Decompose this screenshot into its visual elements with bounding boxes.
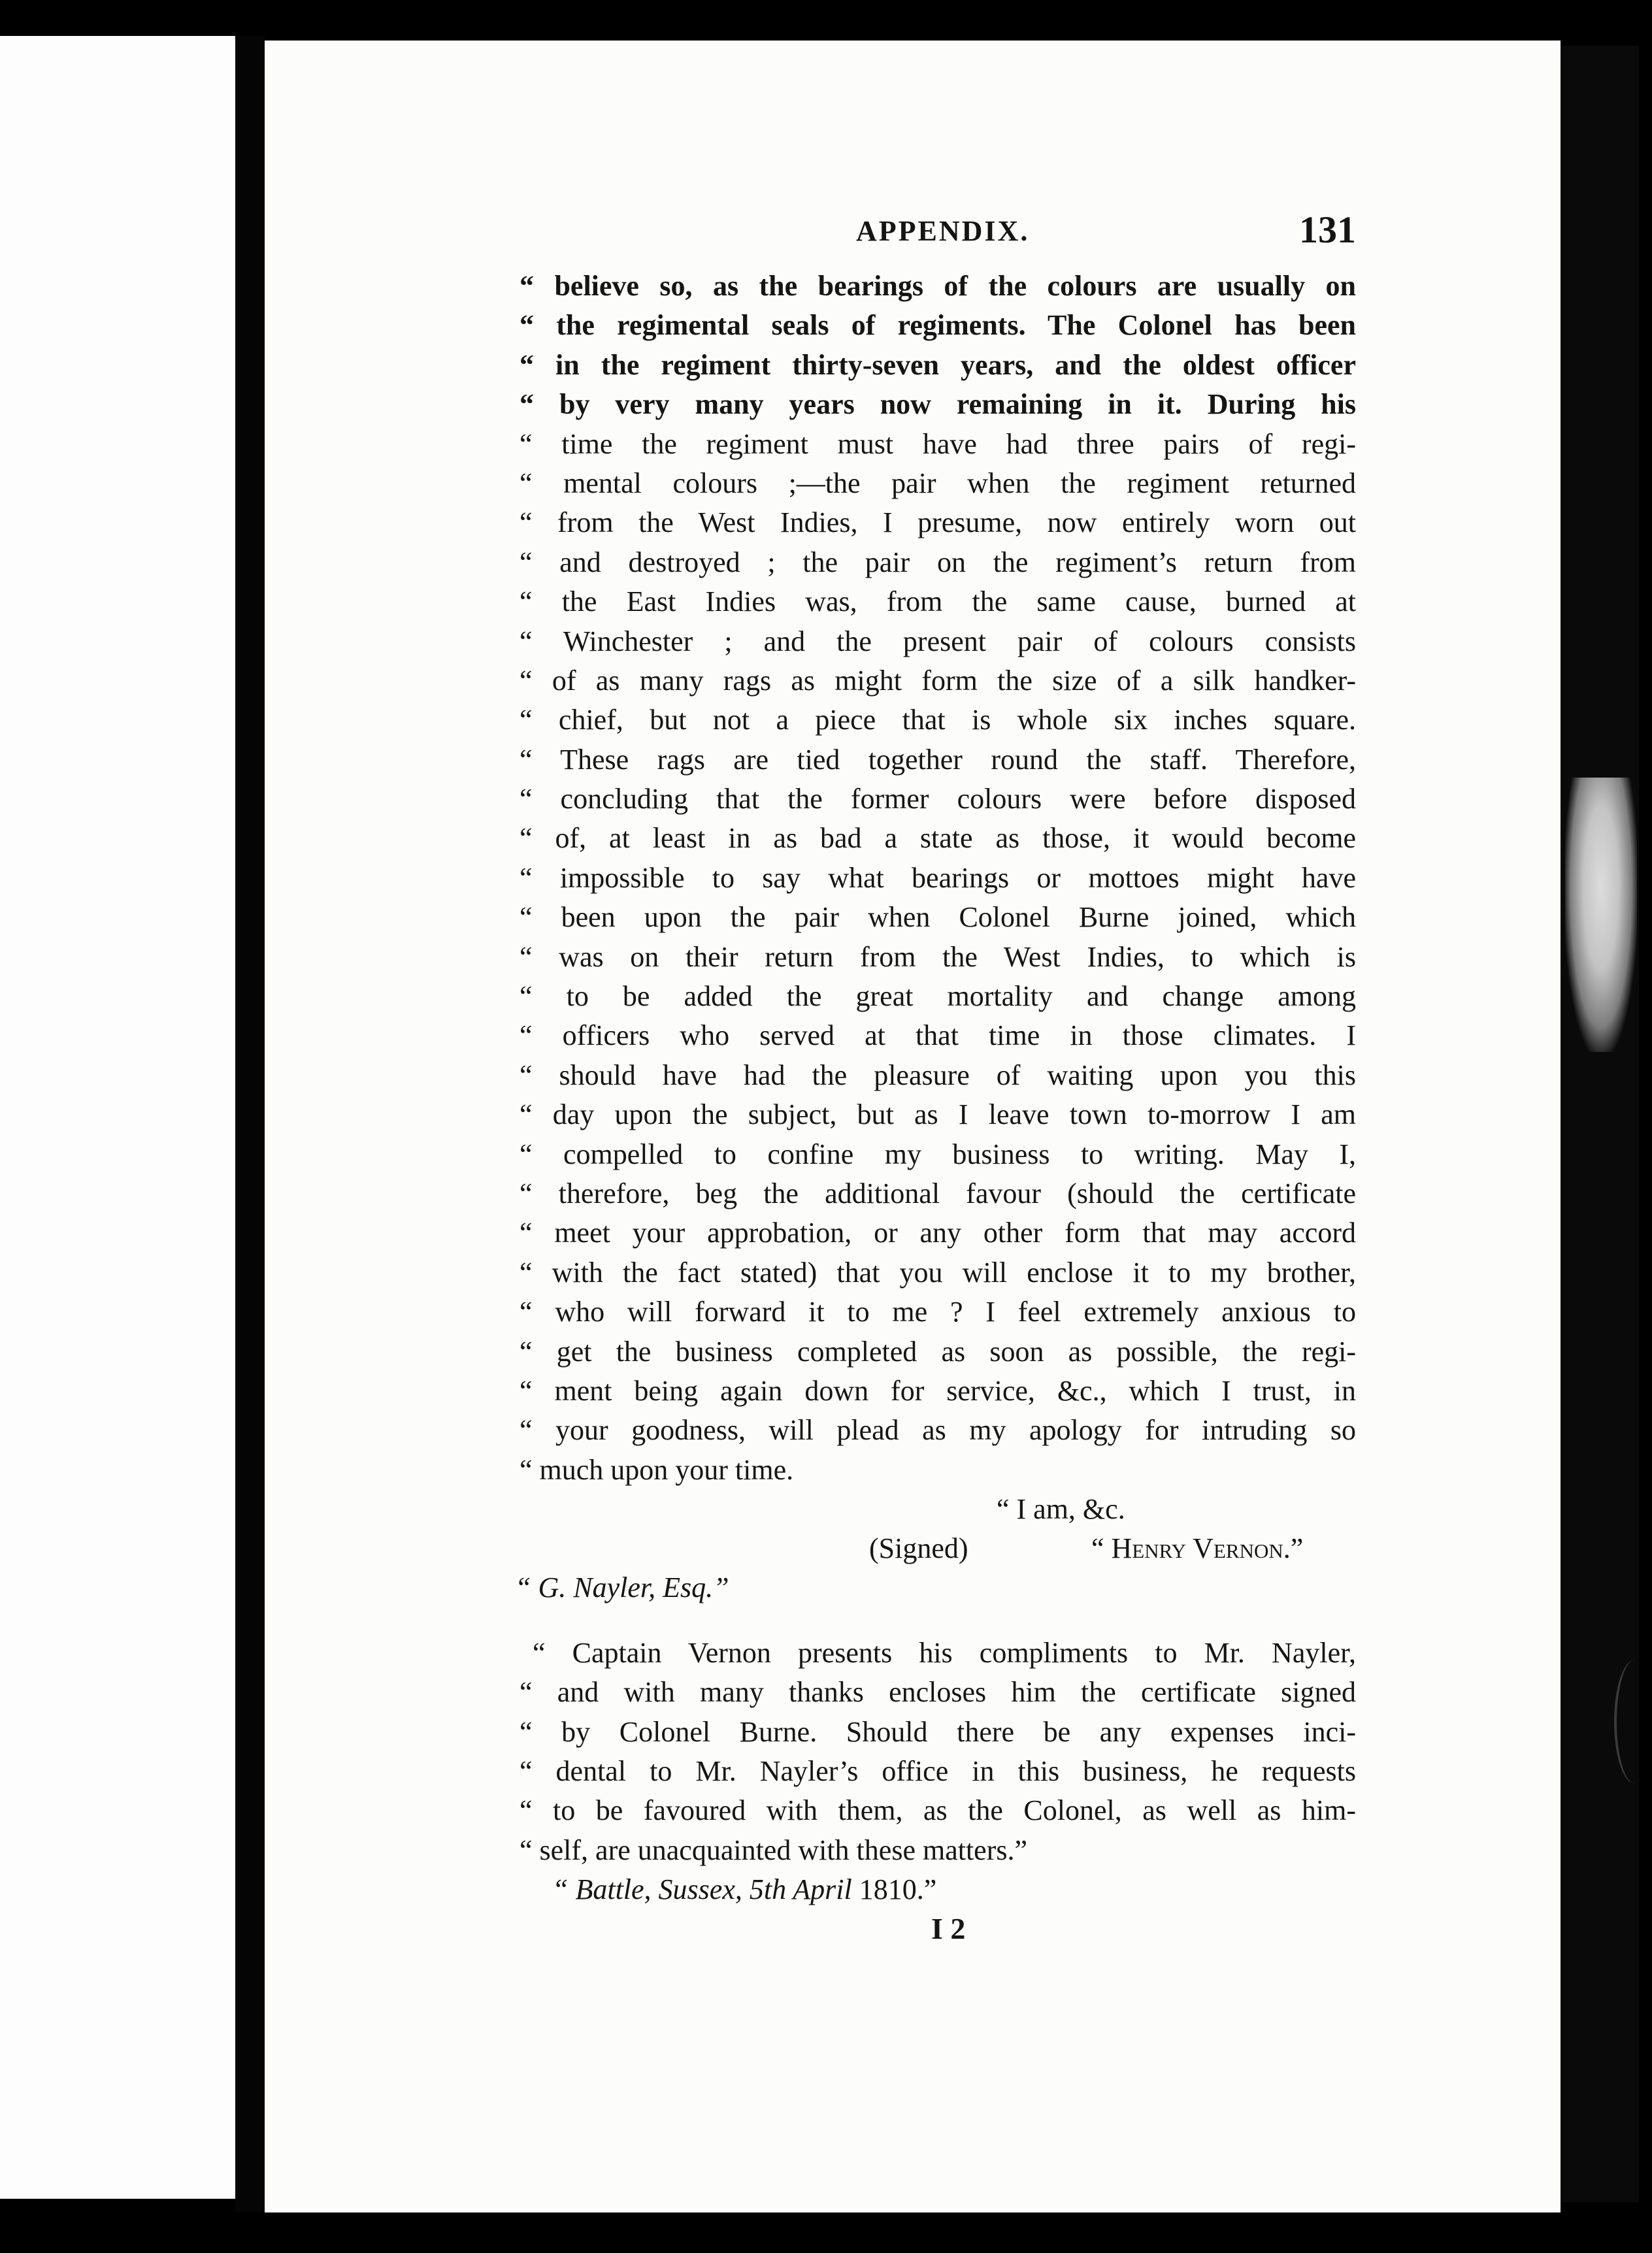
note-line: “ by Colonel Burne. Should there be any expenses inci- (520, 1715, 1356, 1748)
left-blank-page (0, 36, 235, 2199)
letter-line: “ chief, but not a piece that is whole six inches square. (520, 704, 1356, 736)
note-body (520, 1634, 1356, 1949)
note-line: “ and with many thanks encloses him the certificate signed (520, 1676, 1356, 1709)
letter-line: “ time the regiment must have had three pairs of regi- (520, 427, 1356, 460)
letter-line: “ therefore, beg the additional favour (should the certificate (520, 1177, 1356, 1209)
page-edge-shadow (1561, 46, 1639, 2202)
letter-line: “ in the regiment thirty-seven years, and the oldest officer (520, 348, 1356, 381)
letter-line: “ believe so, as the bearings of the colours are usually on (520, 270, 1356, 302)
printer-signature-mark: I 2 (931, 1911, 966, 1945)
letter-line: “ of, at least in as bad a state as those, it would become (520, 822, 1356, 855)
page-text (515, 201, 1356, 1949)
letter-line: “ officers who served at that time in those climates. I (520, 1019, 1356, 1052)
letter-line: “ compelled to confine my business to writing. May I, (520, 1138, 1356, 1170)
letter-line: “ meet your approbation, or any other form that may accord (520, 1217, 1356, 1249)
dateline (520, 1870, 1356, 1909)
letter-line: “ Winchester ; and the present pair of colours consists (520, 625, 1356, 657)
letter-line: “ with the fact stated) that you will enclose it to my brother, (520, 1256, 1356, 1289)
note-line: “ to be favoured with them, as the Colonel, as well as him- (520, 1794, 1356, 1827)
letter-line: “ by very many years now remaining in it. During his (520, 388, 1356, 421)
note-line: “ Captain Vernon presents his compliments to Mr. Nayler, (533, 1636, 1356, 1669)
letter-line: “ concluding that the former colours were before disposed (520, 783, 1356, 815)
book-gutter (235, 36, 265, 2212)
letter-line: “ to be added the great mortality and change among (520, 980, 1356, 1013)
letter-line: “ been upon the pair when Colonel Burne joined, which (520, 901, 1356, 934)
letter-line: “ the East Indies was, from the same cause, burned at (520, 585, 1356, 618)
signature-row (520, 1529, 1356, 1568)
note-last-row (520, 1831, 1356, 1870)
running-title: APPENDIX. (856, 215, 1030, 247)
letter-body-bold (520, 267, 1356, 425)
paragraph-gap (520, 1607, 1356, 1634)
signed-label: (Signed) (869, 1532, 968, 1564)
letter-line: “ your goodness, will plead as my apology for intruding so (520, 1414, 1356, 1447)
addressee: “ G. Nayler, Esq.” (515, 1571, 729, 1603)
letter-body (515, 425, 1356, 1607)
letter-line: “ and destroyed ; the pair on the regiment’s return from (520, 546, 1356, 578)
letter-line: “ ment being again down for service, &c., which I trust, in (520, 1374, 1356, 1407)
dateline-year: 1810.” (859, 1873, 937, 1905)
note-line: “ self, are unacquainted with these matters.” (520, 1834, 1028, 1866)
letter-line: “ impossible to say what bearings or mottoes might have (520, 861, 1356, 894)
letter-line: “ who will forward it to me ? I feel extremely anxious to (520, 1296, 1356, 1328)
letter-line: “ from the West Indies, I presume, now entirely worn out (520, 506, 1356, 539)
closing-phrase: “ I am, &c. (997, 1492, 1125, 1525)
letter-last-line (520, 1451, 1356, 1490)
letter-line: “ much upon your time. (520, 1453, 794, 1486)
letter-line: “ get the business completed as soon as possible, the regi- (520, 1335, 1356, 1368)
note-line: “ dental to Mr. Nayler’s office in this business, he requests (520, 1754, 1356, 1787)
dateline-place: “ Battle, Sussex, 5th April (552, 1873, 852, 1905)
letter-line: “ These rags are tied together round the staff. Therefore, (520, 743, 1356, 776)
letter-line: “ day upon the subject, but as I leave town to-morrow I am (520, 1098, 1356, 1131)
running-head (520, 201, 1356, 267)
scan-blemish (1565, 778, 1637, 1052)
letter-line: “ should have had the pleasure of waiting upon you this (520, 1059, 1356, 1091)
scan-arc-mark (1614, 1660, 1652, 1784)
closing-row (520, 1490, 1356, 1529)
signature-name: “ Henry Vernon.” (1091, 1532, 1304, 1564)
letter-line: “ the regimental seals of regiments. The Colonel has been (520, 309, 1356, 342)
letter-line: “ of as many rags as might form the size of a silk handker- (520, 664, 1356, 697)
letter-line: “ mental colours ;—the pair when the regiment returned (520, 467, 1356, 499)
page-number: 131 (1299, 208, 1356, 251)
letter-line: “ was on their return from the West Indies, to which is (520, 940, 1356, 973)
